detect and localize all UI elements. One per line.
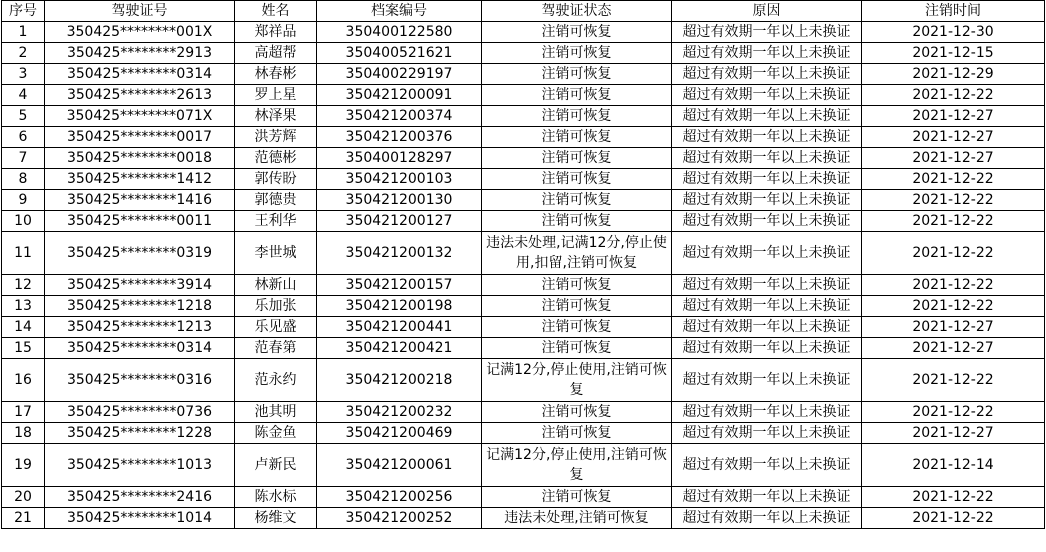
license-status: 注销可恢复 — [482, 317, 672, 338]
license-number: 350425********0018 — [45, 148, 235, 169]
table-row — [2, 190, 1045, 211]
row-index: 7 — [2, 148, 45, 169]
holder-name: 高超帮 — [235, 43, 317, 64]
file-number: 350421200232 — [317, 402, 482, 423]
table-row — [2, 423, 1045, 444]
row-index: 12 — [2, 275, 45, 296]
reason: 超过有效期一年以上未换证 — [672, 85, 862, 106]
holder-name: 王利华 — [235, 211, 317, 232]
cancel-date: 2021-12-22 — [862, 508, 1045, 529]
table-row — [2, 317, 1045, 338]
row-index: 13 — [2, 296, 45, 317]
cancel-date: 2021-12-27 — [862, 317, 1045, 338]
reason: 超过有效期一年以上未换证 — [672, 148, 862, 169]
license-cancellation-table — [1, 0, 1045, 529]
license-number: 350425********1228 — [45, 423, 235, 444]
file-number: 350421200103 — [317, 169, 482, 190]
file-number: 350421200157 — [317, 275, 482, 296]
cancel-date: 2021-12-22 — [862, 359, 1045, 402]
holder-name: 卢新民 — [235, 444, 317, 487]
header-file-number: 档案编号 — [317, 1, 482, 22]
license-status: 违法未处理,注销可恢复 — [482, 508, 672, 529]
reason: 超过有效期一年以上未换证 — [672, 423, 862, 444]
reason: 超过有效期一年以上未换证 — [672, 487, 862, 508]
file-number: 350421200376 — [317, 127, 482, 148]
cancel-date: 2021-12-29 — [862, 64, 1045, 85]
header-reason: 原因 — [672, 1, 862, 22]
reason: 超过有效期一年以上未换证 — [672, 43, 862, 64]
license-status: 注销可恢复 — [482, 148, 672, 169]
holder-name: 范永约 — [235, 359, 317, 402]
table-row — [2, 211, 1045, 232]
license-status: 注销可恢复 — [482, 43, 672, 64]
file-number: 350421200198 — [317, 296, 482, 317]
license-status: 注销可恢复 — [482, 211, 672, 232]
license-status: 注销可恢复 — [482, 423, 672, 444]
license-number: 350425********2913 — [45, 43, 235, 64]
table-row — [2, 148, 1045, 169]
license-status: 注销可恢复 — [482, 296, 672, 317]
table-body — [2, 22, 1045, 529]
table-row — [2, 22, 1045, 43]
cancel-date: 2021-12-30 — [862, 22, 1045, 43]
file-number: 350421200132 — [317, 232, 482, 275]
header-license-number: 驾驶证号 — [45, 1, 235, 22]
cancel-date: 2021-12-27 — [862, 338, 1045, 359]
license-status: 注销可恢复 — [482, 169, 672, 190]
license-status: 记满12分,停止使用,注销可恢复 — [482, 359, 672, 402]
table-row — [2, 43, 1045, 64]
reason: 超过有效期一年以上未换证 — [672, 338, 862, 359]
row-index: 10 — [2, 211, 45, 232]
table-row — [2, 232, 1045, 275]
row-index: 21 — [2, 508, 45, 529]
row-index: 5 — [2, 106, 45, 127]
reason: 超过有效期一年以上未换证 — [672, 127, 862, 148]
file-number: 350400128297 — [317, 148, 482, 169]
holder-name: 乐见盛 — [235, 317, 317, 338]
holder-name: 乐加张 — [235, 296, 317, 317]
license-number: 350425********1218 — [45, 296, 235, 317]
table-row — [2, 487, 1045, 508]
row-index: 6 — [2, 127, 45, 148]
cancel-date: 2021-12-22 — [862, 169, 1045, 190]
license-number: 350425********0736 — [45, 402, 235, 423]
license-number: 350425********1416 — [45, 190, 235, 211]
license-status: 注销可恢复 — [482, 338, 672, 359]
file-number: 350400122580 — [317, 22, 482, 43]
holder-name: 洪芳辉 — [235, 127, 317, 148]
reason: 超过有效期一年以上未换证 — [672, 232, 862, 275]
cancel-date: 2021-12-27 — [862, 148, 1045, 169]
license-number: 350425********071X — [45, 106, 235, 127]
holder-name: 范春第 — [235, 338, 317, 359]
file-number: 350421200252 — [317, 508, 482, 529]
row-index: 8 — [2, 169, 45, 190]
row-index: 11 — [2, 232, 45, 275]
cancel-date: 2021-12-22 — [862, 275, 1045, 296]
license-status: 注销可恢复 — [482, 402, 672, 423]
license-number: 350425********0017 — [45, 127, 235, 148]
row-index: 15 — [2, 338, 45, 359]
row-index: 2 — [2, 43, 45, 64]
reason: 超过有效期一年以上未换证 — [672, 402, 862, 423]
holder-name: 李世城 — [235, 232, 317, 275]
row-index: 19 — [2, 444, 45, 487]
file-number: 350400521621 — [317, 43, 482, 64]
reason: 超过有效期一年以上未换证 — [672, 508, 862, 529]
table-row — [2, 508, 1045, 529]
reason: 超过有效期一年以上未换证 — [672, 317, 862, 338]
file-number: 350421200061 — [317, 444, 482, 487]
reason: 超过有效期一年以上未换证 — [672, 106, 862, 127]
file-number: 350421200218 — [317, 359, 482, 402]
table-row — [2, 64, 1045, 85]
header-index: 序号 — [2, 1, 45, 22]
file-number: 350421200374 — [317, 106, 482, 127]
table-row — [2, 85, 1045, 106]
license-status: 注销可恢复 — [482, 106, 672, 127]
holder-name: 林春彬 — [235, 64, 317, 85]
holder-name: 罗上星 — [235, 85, 317, 106]
reason: 超过有效期一年以上未换证 — [672, 211, 862, 232]
license-number: 350425********001X — [45, 22, 235, 43]
header-name: 姓名 — [235, 1, 317, 22]
holder-name: 陈水标 — [235, 487, 317, 508]
license-number: 350425********0314 — [45, 64, 235, 85]
license-number: 350425********0319 — [45, 232, 235, 275]
table-row — [2, 106, 1045, 127]
row-index: 1 — [2, 22, 45, 43]
file-number: 350421200421 — [317, 338, 482, 359]
cancel-date: 2021-12-22 — [862, 402, 1045, 423]
table-row — [2, 169, 1045, 190]
license-status: 注销可恢复 — [482, 487, 672, 508]
cancel-date: 2021-12-22 — [862, 211, 1045, 232]
file-number: 350421200091 — [317, 85, 482, 106]
reason: 超过有效期一年以上未换证 — [672, 296, 862, 317]
reason: 超过有效期一年以上未换证 — [672, 22, 862, 43]
license-number: 350425********1013 — [45, 444, 235, 487]
cancel-date: 2021-12-22 — [862, 296, 1045, 317]
cancel-date: 2021-12-22 — [862, 232, 1045, 275]
row-index: 3 — [2, 64, 45, 85]
license-status: 注销可恢复 — [482, 275, 672, 296]
table-row — [2, 359, 1045, 402]
reason: 超过有效期一年以上未换证 — [672, 444, 862, 487]
file-number: 350421200469 — [317, 423, 482, 444]
cancel-date: 2021-12-15 — [862, 43, 1045, 64]
file-number: 350421200256 — [317, 487, 482, 508]
cancel-date: 2021-12-22 — [862, 85, 1045, 106]
holder-name: 杨维文 — [235, 508, 317, 529]
holder-name: 范德彬 — [235, 148, 317, 169]
row-index: 9 — [2, 190, 45, 211]
holder-name: 郭德贵 — [235, 190, 317, 211]
holder-name: 池其明 — [235, 402, 317, 423]
file-number: 350421200127 — [317, 211, 482, 232]
row-index: 14 — [2, 317, 45, 338]
file-number: 350421200130 — [317, 190, 482, 211]
license-number: 350425********3914 — [45, 275, 235, 296]
row-index: 20 — [2, 487, 45, 508]
license-number: 350425********1412 — [45, 169, 235, 190]
license-number: 350425********0011 — [45, 211, 235, 232]
header-row — [2, 1, 1045, 22]
license-status: 记满12分,停止使用,注销可恢复 — [482, 444, 672, 487]
reason: 超过有效期一年以上未换证 — [672, 359, 862, 402]
row-index: 17 — [2, 402, 45, 423]
cancel-date: 2021-12-27 — [862, 127, 1045, 148]
holder-name: 郭传盼 — [235, 169, 317, 190]
holder-name: 林泽果 — [235, 106, 317, 127]
table-row — [2, 296, 1045, 317]
header-cancel-date: 注销时间 — [862, 1, 1045, 22]
license-status: 违法未处理,记满12分,停止使用,扣留,注销可恢复 — [482, 232, 672, 275]
cancel-date: 2021-12-27 — [862, 106, 1045, 127]
license-status: 注销可恢复 — [482, 64, 672, 85]
cancel-date: 2021-12-22 — [862, 190, 1045, 211]
header-license-status: 驾驶证状态 — [482, 1, 672, 22]
reason: 超过有效期一年以上未换证 — [672, 64, 862, 85]
license-number: 350425********0316 — [45, 359, 235, 402]
cancel-date: 2021-12-22 — [862, 487, 1045, 508]
reason: 超过有效期一年以上未换证 — [672, 190, 862, 211]
license-status: 注销可恢复 — [482, 127, 672, 148]
file-number: 350400229197 — [317, 64, 482, 85]
row-index: 18 — [2, 423, 45, 444]
row-index: 4 — [2, 85, 45, 106]
license-status: 注销可恢复 — [482, 85, 672, 106]
table-row — [2, 127, 1045, 148]
table-row — [2, 275, 1045, 296]
holder-name: 陈金鱼 — [235, 423, 317, 444]
license-number: 350425********2613 — [45, 85, 235, 106]
license-number: 350425********2416 — [45, 487, 235, 508]
file-number: 350421200441 — [317, 317, 482, 338]
cancel-date: 2021-12-27 — [862, 423, 1045, 444]
row-index: 16 — [2, 359, 45, 402]
license-status: 注销可恢复 — [482, 190, 672, 211]
holder-name: 林新山 — [235, 275, 317, 296]
license-number: 350425********1014 — [45, 508, 235, 529]
holder-name: 郑祥品 — [235, 22, 317, 43]
license-number: 350425********0314 — [45, 338, 235, 359]
license-status: 注销可恢复 — [482, 22, 672, 43]
cancel-date: 2021-12-14 — [862, 444, 1045, 487]
table-row — [2, 338, 1045, 359]
license-number: 350425********1213 — [45, 317, 235, 338]
table-row — [2, 444, 1045, 487]
table-row — [2, 402, 1045, 423]
reason: 超过有效期一年以上未换证 — [672, 275, 862, 296]
reason: 超过有效期一年以上未换证 — [672, 169, 862, 190]
